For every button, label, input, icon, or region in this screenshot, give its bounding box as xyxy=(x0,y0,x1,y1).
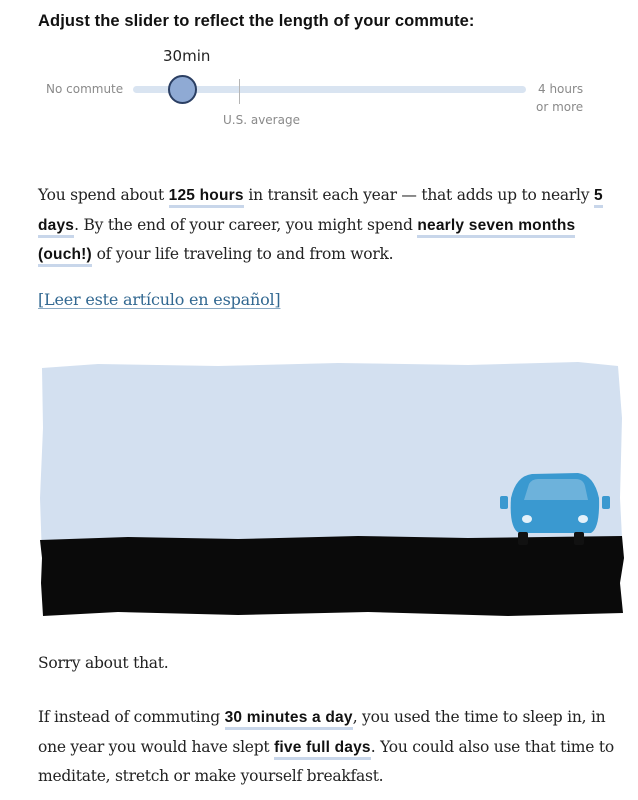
hours-per-year: 125 hours xyxy=(169,187,244,208)
minutes-per-day: 30 minutes a day xyxy=(225,709,353,730)
road xyxy=(40,536,624,616)
slider-max-label xyxy=(536,80,583,116)
sorry-text: Sorry about that. xyxy=(38,654,169,672)
commute-slider[interactable] xyxy=(0,0,638,140)
car-illustration xyxy=(38,358,624,620)
alt-text-3: . You could also use that time to meditate, stretch or make yourself breakfast. xyxy=(38,737,614,785)
summary-text-3: . By the end of your career, you might spend xyxy=(74,215,418,234)
summary-text-4: of your life traveling to and from work. xyxy=(91,245,394,263)
sleep-days: five full days xyxy=(274,739,371,760)
average-marker xyxy=(239,79,240,104)
slider-max-line1: 4 hours xyxy=(538,82,584,96)
alternative-text xyxy=(38,703,630,792)
spanish-article-link[interactable]: [Leer este artículo en español] xyxy=(38,290,281,309)
slider-prompt: Adjust the slider to reflect the length of your commute: xyxy=(38,12,475,30)
summary-text-1: You spend about xyxy=(38,186,169,204)
career-total: nearly seven months (ouch!) xyxy=(38,217,575,268)
slider-value-label: 30min xyxy=(163,47,211,65)
alt-text-2: , you used the time to sleep in, in one year you would have slept xyxy=(38,708,606,756)
days-per-year: 5 days xyxy=(38,187,603,238)
slider-min-label: No commute xyxy=(46,82,124,96)
summary-text-2: in transit each year — that adds up to nearly xyxy=(243,186,594,204)
alt-text-1: If instead of commuting xyxy=(38,708,225,726)
slider-thumb[interactable] xyxy=(168,75,197,104)
commute-summary xyxy=(38,181,630,270)
average-label: U.S. average xyxy=(223,113,300,127)
slider-max-line2: or more xyxy=(536,100,584,114)
